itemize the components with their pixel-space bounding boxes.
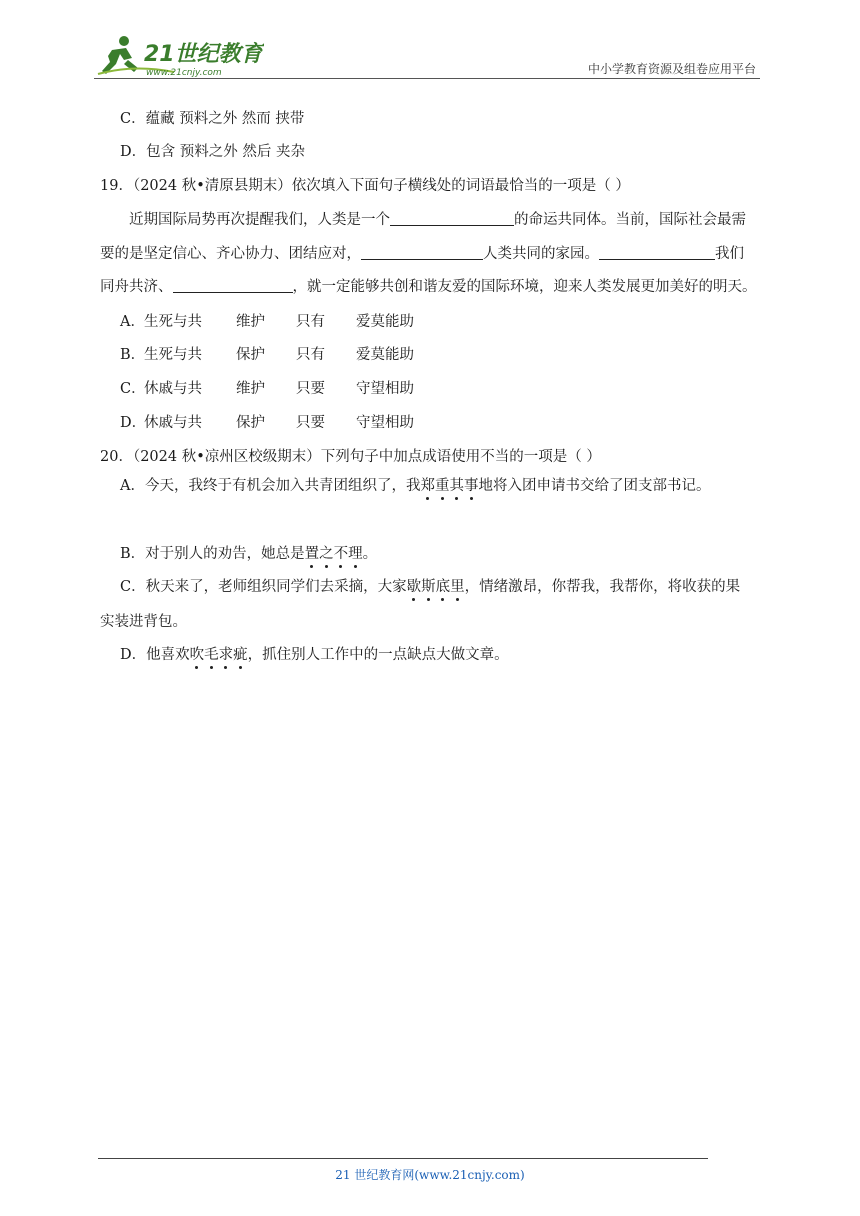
q18-option-c: C．蕴藏 预料之外 然而 挟带 — [120, 111, 305, 127]
dotted-char: 置 — [304, 546, 320, 562]
option-word: 生死与共 — [144, 347, 202, 363]
q19-text: 的命运共同体。当前，国际社会最需 — [514, 212, 746, 228]
dotted-char: 其 — [449, 478, 464, 494]
q19-passage-line3 — [100, 275, 757, 296]
option-word: 维护 — [236, 314, 265, 330]
q19-option-b — [120, 343, 414, 364]
q20-option-c-line2: 实装进背包。 — [100, 614, 187, 630]
dotted-char: 事 — [463, 478, 479, 494]
q19-text: 同舟共济、 — [100, 279, 173, 295]
svg-text:www.21cnjy.com: www.21cnjy.com — [146, 68, 222, 78]
option-word: 爱莫能助 — [356, 314, 414, 330]
q18-option-d: D．包含 预料之外 然后 夹杂 — [120, 144, 305, 160]
option-label: C． — [120, 381, 146, 397]
dotted-char: 里 — [450, 579, 465, 595]
dotted-char: 疵 — [233, 647, 248, 663]
option-label: D． — [120, 415, 147, 431]
q19-option-d — [120, 411, 414, 432]
footer-divider — [98, 1158, 708, 1159]
svg-text:21世纪教育: 21世纪教育 — [144, 42, 263, 67]
option-word: 只有 — [296, 347, 325, 363]
logo-runner-icon — [94, 34, 264, 78]
option-word: 生死与共 — [144, 314, 202, 330]
option-word: 休戚与共 — [144, 381, 202, 397]
q19-blank-3 — [599, 245, 715, 260]
option-word: 爱莫能助 — [356, 347, 414, 363]
option-word: 只有 — [296, 314, 325, 330]
q19-option-c — [120, 377, 414, 398]
q20-text: ，抓住别人工作中的一点缺点大做文章。 — [247, 647, 509, 663]
q20-stem: 20．（2024 秋•凉州区校级期末）下列句子中加点成语使用不当的一项是（ ） — [100, 449, 601, 465]
q20-text: 。 — [362, 546, 378, 562]
q20-text: C．秋天来了，老师组织同学们去采摘，大家 — [120, 579, 407, 595]
dotted-char: 求 — [218, 647, 234, 663]
dotted-char: 吹 — [189, 647, 205, 663]
dotted-char: 底 — [435, 579, 451, 595]
q20-text: ，情绪激昂，你帮我，我帮你，将收获的果 — [464, 579, 741, 595]
q20-text: 地将入团申请书交给了团支部书记。 — [478, 478, 711, 494]
dotted-char: 郑 — [420, 478, 435, 494]
q19-passage-line1 — [129, 208, 746, 229]
dotted-char: 重 — [434, 478, 450, 494]
dotted-char: 毛 — [204, 647, 219, 663]
dotted-char: 理 — [348, 546, 363, 562]
q20-option-d — [120, 643, 509, 664]
option-word: 维护 — [236, 381, 265, 397]
footer-link[interactable]: 21 世纪教育网(www.21cnjy.com) — [335, 1168, 525, 1182]
q19-text: 要的是坚定信心、齐心协力、团结应对， — [100, 246, 361, 262]
q19-text: 近期国际局势再次提醒我们，人类是一个 — [129, 212, 390, 228]
q19-blank-1 — [390, 211, 514, 226]
q19-option-a — [120, 310, 414, 331]
dotted-char: 不 — [333, 546, 349, 562]
q20-text: A．今天，我终于有机会加入共青团组织了，我 — [120, 478, 421, 494]
option-word: 守望相助 — [356, 381, 414, 397]
option-word: 只要 — [296, 381, 325, 397]
q19-blank-2 — [361, 245, 483, 260]
q20-text: B．对于别人的劝告，她总是 — [120, 546, 305, 562]
header-platform-text: 中小学教育资源及组卷应用平台 — [587, 62, 756, 76]
option-label: B． — [120, 347, 146, 363]
option-word: 保护 — [236, 347, 265, 363]
q19-text: 我们 — [715, 246, 744, 262]
q20-option-b — [120, 542, 377, 563]
q20-option-c — [120, 575, 740, 596]
option-word: 只要 — [296, 415, 325, 431]
dotted-char: 歇 — [406, 579, 422, 595]
q19-passage-line2 — [100, 242, 744, 263]
header-divider — [94, 78, 760, 79]
option-word: 守望相助 — [356, 415, 414, 431]
q19-blank-4 — [173, 278, 293, 293]
q20-text: D．他喜欢 — [120, 647, 190, 663]
q20-option-a — [120, 474, 710, 495]
q19-stem: 19．（2024 秋•清原县期末）依次填入下面句子横线处的词语最恰当的一项是（ ） — [100, 178, 630, 194]
option-word: 休戚与共 — [144, 415, 202, 431]
dotted-char: 之 — [319, 546, 334, 562]
site-logo — [94, 34, 264, 78]
option-label: A． — [120, 314, 145, 330]
q19-text: 人类共同的家园。 — [483, 246, 599, 262]
q19-text: ，就一定能够共创和谐友爱的国际环境，迎来人类发展更加美好的明天。 — [292, 279, 757, 295]
option-word: 保护 — [236, 415, 265, 431]
dotted-char: 斯 — [421, 579, 436, 595]
